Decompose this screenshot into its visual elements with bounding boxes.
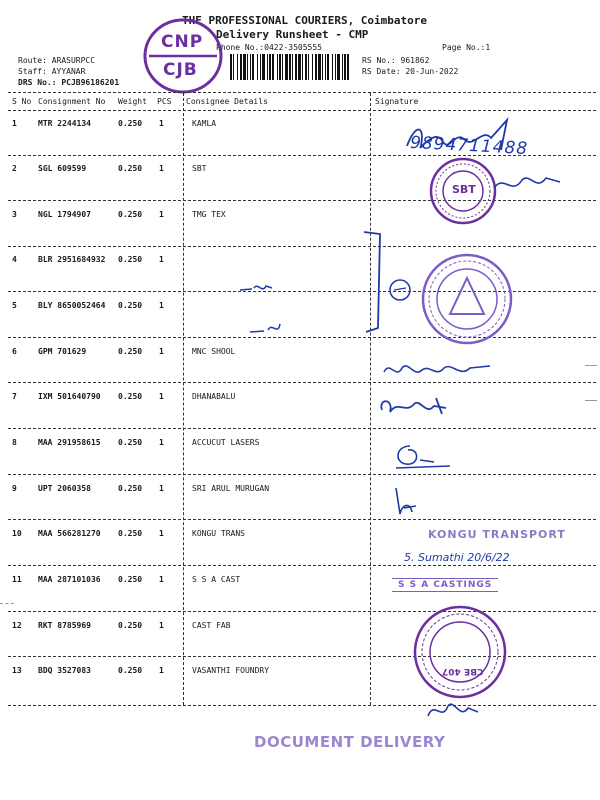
staff-label: Staff: AYYANAR xyxy=(18,67,86,76)
row-consignment: BDQ 3527083 xyxy=(38,666,91,675)
rs-number: RS No.: 961862 xyxy=(362,56,430,65)
row-consignment: SGL 609599 xyxy=(38,164,87,173)
cnp-stamp-bottom: CJB xyxy=(163,60,198,80)
signature-row-2 xyxy=(490,168,570,202)
row-pcs: 1 xyxy=(159,255,164,264)
row-weight: 0.250 xyxy=(118,666,143,675)
row-weight: 0.250 xyxy=(118,164,143,173)
row-divider xyxy=(8,428,596,429)
row-sno: 12 xyxy=(12,621,22,630)
barcode xyxy=(230,54,350,80)
row-sno: 10 xyxy=(12,529,22,538)
row-consignment: NGL 1794907 xyxy=(38,210,91,219)
row-pcs: 1 xyxy=(159,621,164,630)
cnp-stamp xyxy=(143,18,223,94)
row-consignee: KAMLA xyxy=(192,119,217,128)
row-consignment: MAA 287101036 xyxy=(38,575,101,584)
phone-number: Phone No.:0422-3505555 xyxy=(216,43,322,52)
column-header-consignment: Consignment No xyxy=(38,97,106,106)
row-sno: 3 xyxy=(12,210,17,219)
row-consignment: UPT 2060358 xyxy=(38,484,91,493)
row-pcs: 1 xyxy=(159,529,164,538)
row-consignee: SRI ARUL MURUGAN xyxy=(192,484,270,493)
row-pcs: 1 xyxy=(159,347,164,356)
signature-row-6 xyxy=(380,356,500,388)
row-divider xyxy=(8,382,596,383)
row-weight: 0.250 xyxy=(118,301,143,310)
scan-mark-1 xyxy=(585,365,597,366)
signature-row-7 xyxy=(376,394,466,426)
row-sno: 7 xyxy=(12,392,17,401)
page-number: Page No.:1 xyxy=(442,43,491,52)
row-weight: 0.250 xyxy=(118,392,143,401)
row-consignee: TMG TEX xyxy=(192,210,226,219)
column-header-sno: S No xyxy=(12,97,32,106)
dash-mark-row-4 xyxy=(238,280,278,300)
row-weight: 0.250 xyxy=(118,347,143,356)
row-consignee: CAST FAB xyxy=(192,621,231,630)
table-bottom-rule xyxy=(8,705,596,706)
row-pcs: 1 xyxy=(159,575,164,584)
row-weight: 0.250 xyxy=(118,119,143,128)
row-pcs: 1 xyxy=(159,392,164,401)
row-consignee: SBT xyxy=(192,164,207,173)
ssa-castings-stamp: S S A CASTINGS xyxy=(392,578,498,592)
row-sno: 1 xyxy=(12,119,17,128)
handwritten-phone-number: 9894711488 xyxy=(409,132,529,160)
row-consignee: S S A CAST xyxy=(192,575,241,584)
row-sno: 13 xyxy=(12,666,22,675)
row-consignment: MAA 566281270 xyxy=(38,529,101,538)
row-pcs: 1 xyxy=(159,164,164,173)
signature-column-divider xyxy=(370,93,371,705)
row-sno: 2 xyxy=(12,164,17,173)
runsheet-title: Delivery Runsheet - CMP xyxy=(216,28,369,41)
row-weight: 0.250 xyxy=(118,621,143,630)
textiles-stamp xyxy=(420,252,514,346)
row-weight: 0.250 xyxy=(118,255,143,264)
row-consignee: KONGU TRANS xyxy=(192,529,245,538)
signature-row-13 xyxy=(424,696,484,730)
column-header-pcs: PCS xyxy=(157,97,172,106)
round-company-stamp xyxy=(412,604,508,700)
scan-mark-2 xyxy=(585,400,597,401)
row-weight: 0.250 xyxy=(118,210,143,219)
row-consignee: ACCUCUT LASERS xyxy=(192,438,260,447)
rs-date: RS Date: 20-Jun-2022 xyxy=(362,67,459,76)
cbe-stamp-label: CBE 407 xyxy=(442,666,484,676)
dash-mark-row-5 xyxy=(248,320,288,342)
row-consignee: MNC SHOOL xyxy=(192,347,236,356)
kongu-transport-stamp: KONGU TRANSPORT xyxy=(428,528,566,541)
row-divider xyxy=(8,474,596,475)
row-sno: 8 xyxy=(12,438,17,447)
signature-row-4 xyxy=(384,276,424,310)
row-weight: 0.250 xyxy=(118,529,143,538)
row-sno: 5 xyxy=(12,301,17,310)
route-label: Route: ARASURPCC xyxy=(18,56,96,65)
row-consignee: VASANTHI FOUNDRY xyxy=(192,666,270,675)
row-pcs: 1 xyxy=(159,438,164,447)
row-pcs: 1 xyxy=(159,119,164,128)
row-divider xyxy=(8,246,596,247)
row-sno: 6 xyxy=(12,347,17,356)
row-pcs: 1 xyxy=(159,301,164,310)
consignee-column-divider xyxy=(183,93,184,705)
row-consignment: IXM 501640790 xyxy=(38,392,101,401)
row-consignment: BLR 2951684932 xyxy=(38,255,106,264)
signature-row-9 xyxy=(386,484,426,528)
row-weight: 0.250 xyxy=(118,484,143,493)
row-pcs: 1 xyxy=(159,484,164,493)
row-divider xyxy=(8,565,596,566)
row-pcs: 1 xyxy=(159,666,164,675)
row-weight: 0.250 xyxy=(118,575,143,584)
sbt-stamp xyxy=(428,156,498,226)
row-sno: 9 xyxy=(12,484,17,493)
row-consignment: GPM 701629 xyxy=(38,347,87,356)
row-consignment: MAA 291958615 xyxy=(38,438,101,447)
column-header-weight: Weight xyxy=(118,97,147,106)
scan-mark-3 xyxy=(0,603,14,604)
document-delivery-stamp: DOCUMENT DELIVERY xyxy=(254,733,446,751)
row-consignment: RKT 8785969 xyxy=(38,621,91,630)
row-weight: 0.250 xyxy=(118,438,143,447)
row-divider xyxy=(8,519,596,520)
signature-row-8 xyxy=(390,440,460,478)
header-bottom-rule xyxy=(8,110,596,111)
row-consignee: DHANABALU xyxy=(192,392,236,401)
sbt-stamp-label: SBT xyxy=(452,183,476,196)
company-name: THE PROFESSIONAL COURIERS, Coimbatore xyxy=(182,14,428,27)
handwritten-row-10-note: 5. Sumathi 20/6/22 xyxy=(404,551,510,564)
row-consignment: BLY 8650052464 xyxy=(38,301,106,310)
row-sno: 4 xyxy=(12,255,17,264)
table-top-rule xyxy=(8,92,596,93)
column-header-consignee: Consignee Details xyxy=(186,97,268,106)
column-header-signature: Signature xyxy=(375,97,419,106)
row-sno: 11 xyxy=(12,575,22,584)
drs-number: DRS No.: PCJB96186201 xyxy=(18,78,120,87)
row-pcs: 1 xyxy=(159,210,164,219)
row-consignment: MTR 2244134 xyxy=(38,119,91,128)
cnp-stamp-top: CNP xyxy=(161,32,204,52)
